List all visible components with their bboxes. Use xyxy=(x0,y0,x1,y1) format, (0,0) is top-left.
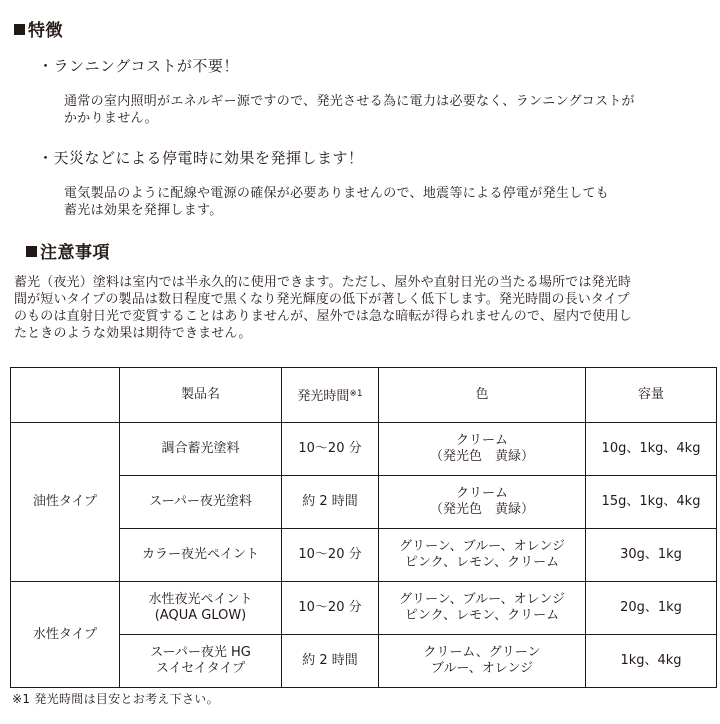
table-row xyxy=(11,423,717,476)
header-time: 発光時間$^{※1}$ xyxy=(282,368,379,423)
capacity-cell: 20g、1kg xyxy=(586,582,717,635)
features-heading: 特徴 xyxy=(14,16,63,41)
capacity-cell: 15g、1kg、4kg xyxy=(586,476,717,529)
time-cell: 約 2 時間 xyxy=(282,476,379,529)
feature-text-1: 通常の室内照明がエネルギー源ですので、発光させる為に電力は必要なく、ランニングコストが かかりません。 xyxy=(64,94,635,126)
cautions-heading: 注意事項 xyxy=(26,238,110,263)
type-cell: 水性タイプ xyxy=(11,582,120,688)
square-bullet-icon xyxy=(14,24,25,35)
product-cell: 水性夜光ペイント (AQUA GLOW) xyxy=(120,582,282,635)
time-cell: 約 2 時間 xyxy=(282,635,379,688)
table-row xyxy=(11,582,717,635)
color-cell: クリーム （発光色 黄緑） xyxy=(379,476,586,529)
color-cell: グリーン、ブルー、オレンジ ピンク、レモン、クリーム xyxy=(379,529,586,582)
capacity-cell: 10g、1kg、4kg xyxy=(586,423,717,476)
product-table xyxy=(10,367,717,688)
time-cell: 10〜20 分 xyxy=(282,529,379,582)
feature-title-2: ・天災などによる停電時に効果を発揮します！ xyxy=(38,149,364,167)
header-product: 製品名 xyxy=(120,368,282,423)
feature-title-1: ・ランニングコストが不要！ xyxy=(38,57,239,75)
feature-text-2: 電気製品のように配線や電源の確保が必要ありませんので、地震等による停電が発生しても 蓄光は効果を発揮します。 xyxy=(64,186,610,218)
color-cell: グリーン、ブルー、オレンジ ピンク、レモン、クリーム xyxy=(379,582,586,635)
color-cell: クリーム （発光色 黄緑） xyxy=(379,423,586,476)
time-cell: 10〜20 分 xyxy=(282,423,379,476)
product-cell: スーパー夜光塗料 xyxy=(120,476,282,529)
header-capacity: 容量 xyxy=(586,368,717,423)
header-type xyxy=(11,368,120,423)
product-cell: 調合蓄光塗料 xyxy=(120,423,282,476)
product-cell: カラー夜光ペイント xyxy=(120,529,282,582)
cautions-text: 蓄光（夜光）塗料は室内では半永久的に使用できます。ただし、屋外や直射日光の当たる場所では発光時 間が短いタイプの製品は数日程度で黒くなり発光輝度の低下が著しく低下します。発光時間の長いタイプ のものは直射日光で変質することはありませんが、屋外では急な暗転が得られませんので、屋内で使用し たときのような効果は期待できません。 xyxy=(14,275,632,341)
header-color: 色 xyxy=(379,368,586,423)
square-bullet-icon xyxy=(26,246,37,257)
product-cell: スーパー夜光 HG スイセイタイプ xyxy=(120,635,282,688)
table-header-row xyxy=(11,368,717,423)
time-cell: 10〜20 分 xyxy=(282,582,379,635)
type-cell: 油性タイプ xyxy=(11,423,120,582)
capacity-cell: 30g、1kg xyxy=(586,529,717,582)
capacity-cell: 1kg、4kg xyxy=(586,635,717,688)
footnote: ※1 発光時間は目安とお考え下さい。 xyxy=(12,692,219,706)
color-cell: クリーム、グリーン ブルー、オレンジ xyxy=(379,635,586,688)
